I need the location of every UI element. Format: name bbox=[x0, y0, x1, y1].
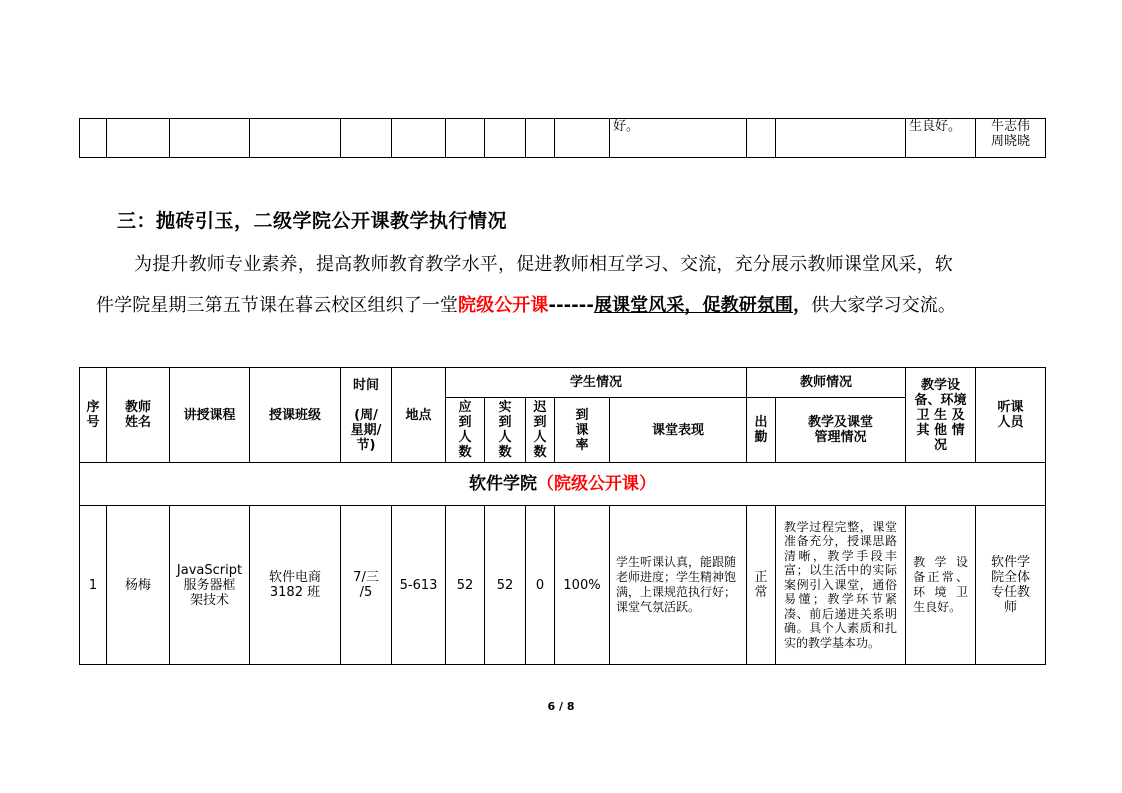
header-late: 迟 到 人 数 bbox=[526, 398, 555, 463]
header-class: 授课班级 bbox=[250, 368, 341, 463]
group-tag: （院级公开课） bbox=[537, 473, 657, 494]
cell-environment: 教 学 设备正常、环 境 卫生良好。 bbox=[906, 506, 976, 665]
cell-course: JavaScript 服务器框 架技术 bbox=[170, 506, 250, 665]
cell-time: 7/三 /5 bbox=[341, 506, 392, 665]
cell-actual: 52 bbox=[485, 506, 526, 665]
header-attendance: 出 勤 bbox=[747, 398, 776, 463]
cell-location: 5-613 bbox=[392, 506, 446, 665]
header-teacher-group: 教师情况 bbox=[747, 368, 906, 398]
group-title: 软件学院 bbox=[469, 473, 538, 494]
observers-cell: 牛志伟 周晓晓 bbox=[976, 119, 1046, 158]
intro-paragraph-line-2 bbox=[96, 294, 1036, 318]
cell-rate: 100% bbox=[555, 506, 610, 665]
cell-teacher: 杨梅 bbox=[107, 506, 170, 665]
header-location: 地点 bbox=[392, 368, 446, 463]
intro-paragraph-line-1: 为提升教师专业素养，提高教师教育教学水平，促进教师相互学习、交流，充分展示教师课堂风采，软 bbox=[134, 254, 953, 275]
header-seq: 序 号 bbox=[80, 368, 107, 463]
slogan-underlined: 展课堂风采，促教研氛围 bbox=[593, 295, 794, 316]
open-class-table bbox=[79, 367, 1046, 665]
header-rate: 到 课 率 bbox=[555, 398, 610, 463]
environment-cell: 生良好。 bbox=[906, 119, 976, 158]
p2-dash: ------ bbox=[548, 295, 594, 316]
cell-attendance: 正 常 bbox=[747, 506, 776, 665]
header-teacher: 教师 姓名 bbox=[107, 368, 170, 463]
header-student-group: 学生情况 bbox=[446, 368, 747, 398]
header-environment: 教学设 备、环境 卫 生 及 其 他 情 况 bbox=[906, 368, 976, 463]
table-row bbox=[80, 506, 1046, 665]
cell-class: 软件电商 3182 班 bbox=[250, 506, 341, 665]
p2-comma: ， bbox=[793, 295, 812, 316]
cell-performance: 学生听课认真，能跟随老师进度；学生精神饱满，上课规范执行好；课堂气氛活跃。 bbox=[610, 506, 747, 665]
p2-end: 供大家学习交流。 bbox=[811, 295, 956, 316]
section-heading: 三：抛砖引玉，二级学院公开课教学执行情况 bbox=[117, 210, 508, 232]
header-performance: 课堂表现 bbox=[610, 398, 747, 463]
header-observers: 听课 人员 bbox=[976, 368, 1046, 463]
cell-expected: 52 bbox=[446, 506, 485, 665]
cell-seq: 1 bbox=[80, 506, 107, 665]
group-row bbox=[80, 463, 1046, 506]
page-number: 6 / 8 bbox=[547, 700, 575, 713]
table-row bbox=[80, 119, 1046, 158]
header-time: 时间 (周/ 星期/ 节) bbox=[341, 368, 392, 463]
header-expected: 应 到 人 数 bbox=[446, 398, 485, 463]
cell-management: 教学过程完整，课堂准备充分，授课思路清晰，教学手段丰富；以生活中的实际案例引入课堂，通俗易懂；教学环节紧凑、前后递进关系明确。具个人素质和扎实的教学基本功。 bbox=[776, 506, 906, 665]
p2-text: 件学院星期三第五节课在暮云校区组织了一堂 bbox=[96, 295, 458, 316]
classroom-performance-cell: 好。 bbox=[610, 119, 747, 158]
cell-observers: 软件学 院全体 专任教 师 bbox=[976, 506, 1046, 665]
open-class-highlight: 院级公开课 bbox=[458, 295, 549, 316]
header-actual: 实 到 人 数 bbox=[485, 398, 526, 463]
header-course: 讲授课程 bbox=[170, 368, 250, 463]
group-title-cell bbox=[80, 463, 1046, 506]
header-row-1 bbox=[80, 368, 1046, 398]
cell-late: 0 bbox=[526, 506, 555, 665]
previous-table-tail bbox=[79, 118, 1046, 158]
header-management: 教学及课堂 管理情况 bbox=[776, 398, 906, 463]
